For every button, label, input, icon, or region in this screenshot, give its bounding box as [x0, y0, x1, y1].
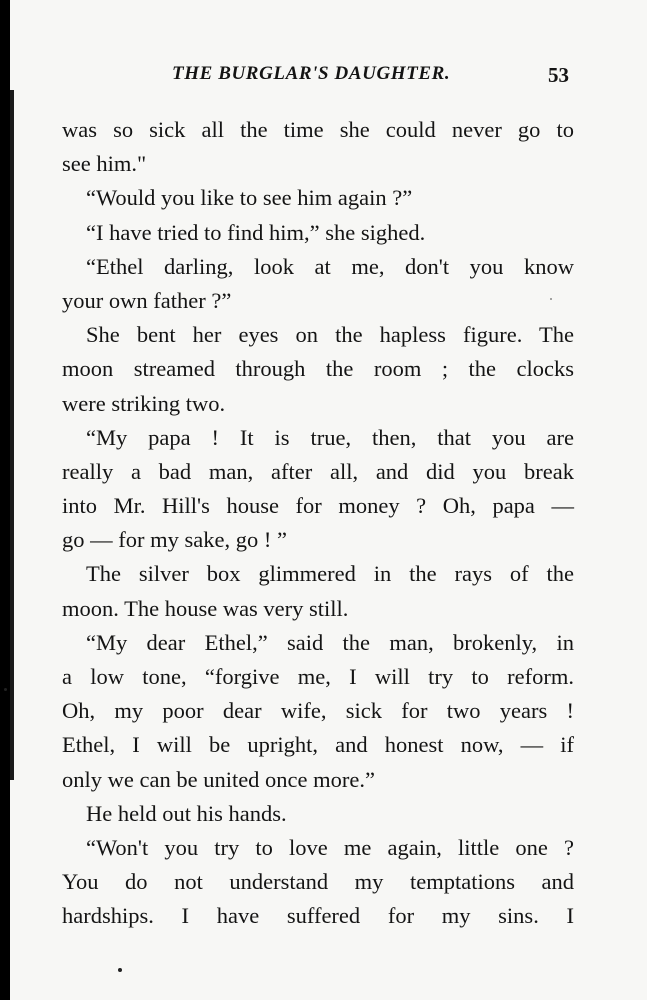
- text-line: really a bad man, after all, and did you break: [62, 458, 574, 484]
- dust-speck: [550, 298, 552, 300]
- text-line: moon. The house was very still.: [62, 595, 349, 621]
- text-line: You do not understand my temptations and: [62, 869, 574, 895]
- text-line: The silver box glimmered in the rays of the: [86, 561, 574, 587]
- page-left-edge-shadow: [10, 90, 14, 780]
- text-line: “Would you like to see him again ?”: [86, 185, 413, 211]
- text-line: Ethel, I will be upright, and honest now, — if: [62, 732, 574, 758]
- dust-speck: [118, 968, 122, 972]
- text-line: see him.": [62, 151, 147, 177]
- text-line: were striking two.: [62, 390, 226, 416]
- text-line: moon streamed through the room ; the clocks: [62, 356, 574, 382]
- text-line: hardships. I have suffered for my sins. I: [62, 903, 574, 929]
- text-line: He held out his hands.: [86, 800, 287, 826]
- running-title: THE BURGLAR'S DAUGHTER.: [172, 63, 451, 84]
- text-line: She bent her eyes on the hapless figure. The: [86, 322, 574, 348]
- text-line: your own father ?”: [62, 287, 232, 313]
- text-line: only we can be united once more.”: [62, 766, 376, 792]
- text-line: “Ethel darling, look at me, don't you know: [86, 253, 574, 279]
- text-line: go — for my sake, go ! ”: [62, 527, 287, 553]
- text-line: Oh, my poor dear wife, sick for two years !: [62, 698, 574, 724]
- text-line: into Mr. Hill's house for money ? Oh, papa —: [62, 493, 574, 519]
- text-line: “Won't you try to love me again, little one ?: [86, 834, 574, 860]
- text-line: “I have tried to find him,” she sighed.: [86, 219, 426, 245]
- body-text: [62, 113, 574, 934]
- text-line: “My dear Ethel,” said the man, brokenly, in: [86, 629, 574, 655]
- text-line: was so sick all the time she could never go to: [62, 117, 574, 142]
- running-header: [0, 63, 647, 93]
- text-line: a low tone, “forgive me, I will try to reform.: [62, 664, 574, 689]
- text-line: “My papa ! It is true, then, that you are: [86, 424, 574, 450]
- page-number: 53: [548, 63, 569, 87]
- dust-speck: [4, 688, 7, 691]
